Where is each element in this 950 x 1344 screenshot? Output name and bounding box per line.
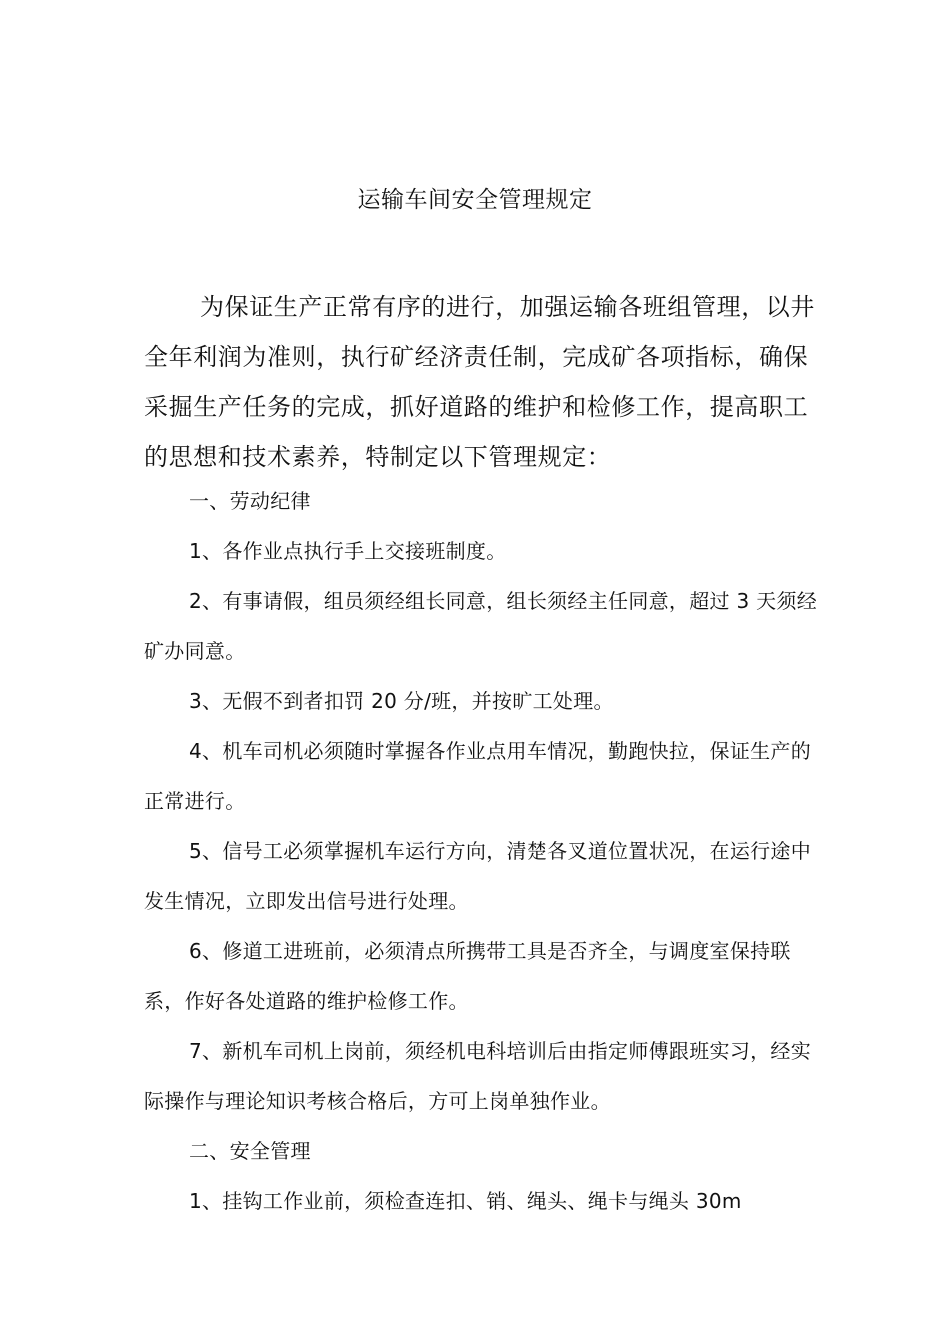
labor-rule-6: 6、修道工进班前，必须清点所携带工具是否齐全，与调度室保持联系，作好各处道路的维护检修工作。 (144, 939, 791, 1013)
safety-rule-1: 1、挂钩工作业前，须检查连扣、销、绳头、绳卡与绳头 30m (189, 1189, 742, 1213)
labor-rule-3: 3、无假不到者扣罚 20 分/班，并按旷工处理。 (189, 689, 614, 713)
section-heading-safety-management: 二、安全管理 (189, 1139, 311, 1163)
labor-rule-4: 4、机车司机必须随时掌握各作业点用车情况，勤跑快拉，保证生产的正常进行。 (144, 739, 812, 813)
document-title: 运输车间安全管理规定 (357, 187, 593, 213)
labor-rule-5: 5、信号工必须掌握机车运行方向，清楚各叉道位置状况，在运行途中发生情况，立即发出信号进行处理。 (144, 839, 812, 913)
labor-rule-2: 2、有事请假，组员须经组长同意，组长须经主任同意，超过 3 天须经矿办同意。 (144, 589, 818, 663)
document-body (144, 476, 820, 1226)
intro-paragraph: 为保证生产正常有序的进行，加强运输各班组管理，以井全年利润为准则，执行矿经济责任制，完成矿各项指标，确保采掘生产任务的完成，抓好道路的维护和检修工作，提高职工的思想和技术素养，特制定以下管理规定： (144, 293, 815, 471)
section-heading-labor-discipline: 一、劳动纪律 (189, 489, 311, 513)
labor-rule-1: 1、各作业点执行手上交接班制度。 (189, 539, 507, 563)
labor-rule-7: 7、新机车司机上岗前，须经机电科培训后由指定师傅跟班实习，经实际操作与理论知识考核合格后，方可上岗单独作业。 (144, 1039, 812, 1113)
